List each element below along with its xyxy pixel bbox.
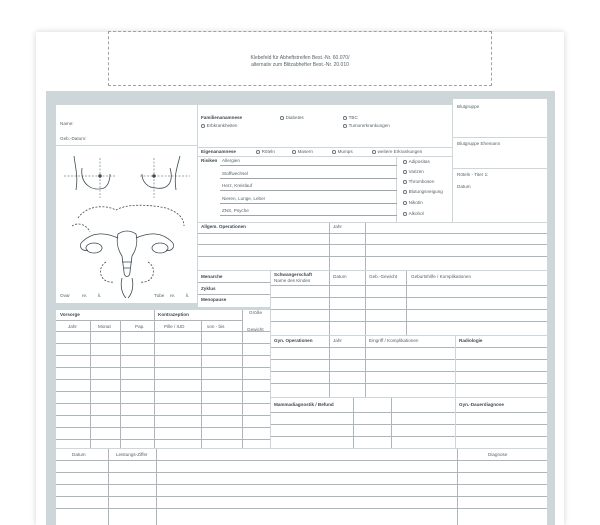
contraception-title: Kontrazeption xyxy=(158,312,189,317)
operations-title: Allgem. Operationen xyxy=(201,224,246,229)
label-line-1: Klebefeld für Abheftstreifen Best.-Nr. 60.070/ xyxy=(250,55,350,61)
gyn-operations-year: Jahr xyxy=(333,338,342,343)
billing-table[interactable] xyxy=(56,449,547,525)
menstrual-history-cell[interactable] xyxy=(198,271,270,307)
row-line xyxy=(56,472,547,473)
radiology-title: Radiologie xyxy=(459,338,483,343)
option-thrombosis-label: Thrombosen xyxy=(408,179,435,185)
row-line xyxy=(271,424,455,425)
pregnancy-child-name: Name des Kindes xyxy=(274,278,311,283)
row-line xyxy=(56,415,270,416)
radio-icon xyxy=(403,180,407,184)
husband-blood-group-cell[interactable] xyxy=(453,138,547,168)
long-term-diagnosis-title: Gyn.-Dauerdiagnose xyxy=(459,402,504,407)
family-history-cell xyxy=(198,105,452,147)
mammo-table[interactable] xyxy=(271,398,455,448)
col-divider xyxy=(353,398,354,448)
col-from-to: von - bis xyxy=(207,324,225,329)
label-line-2: alternativ zum Blitzabhefter Best.-Nr. 20.010 xyxy=(251,62,349,68)
rubella-titer-label: Röteln - Titer 1: xyxy=(457,172,489,177)
row-line xyxy=(456,359,547,360)
col-divider xyxy=(329,336,330,397)
option-nicotine-label: Nikotin xyxy=(408,200,423,206)
ovar-left-side-label: li. xyxy=(98,293,102,298)
row-line xyxy=(271,297,547,298)
tube-right-label: re. xyxy=(170,293,176,298)
weight-label: Gewicht xyxy=(247,327,264,332)
dob-cell[interactable] xyxy=(56,131,197,145)
pelvis-outline xyxy=(78,205,184,226)
family-history-title: Familienanamnese xyxy=(201,115,243,120)
radio-icon xyxy=(280,116,284,120)
option-rubella-label: Röteln xyxy=(261,149,275,155)
billing-date-header: Datum xyxy=(72,452,86,457)
col-divider xyxy=(391,398,392,448)
radio-icon xyxy=(403,201,407,205)
risk-line[interactable] xyxy=(220,165,398,166)
row-line xyxy=(271,371,455,372)
long-term-diagnosis-cell[interactable] xyxy=(456,398,547,448)
radio-icon xyxy=(332,150,336,154)
col-divider xyxy=(365,223,366,270)
radio-icon xyxy=(403,170,407,174)
col-divider xyxy=(120,320,121,448)
tube-left-side-label: li. xyxy=(186,293,190,298)
row-line xyxy=(56,379,270,380)
row-line xyxy=(271,436,455,437)
row-line xyxy=(198,244,547,245)
row-line xyxy=(271,383,455,384)
row-line xyxy=(456,436,547,437)
anatomy-diagram-cell xyxy=(56,146,197,303)
row-line xyxy=(271,412,455,413)
col-divider xyxy=(365,271,366,335)
blood-group-cell[interactable] xyxy=(453,99,547,137)
row-line xyxy=(456,412,547,413)
radio-icon xyxy=(403,160,407,164)
gyn-operations-complications: Eingriff / Komplikationen xyxy=(369,338,419,343)
col-divider xyxy=(329,271,330,335)
blood-group-label: Blutgruppe xyxy=(457,104,480,109)
col-pill-iud: Pille / IUD xyxy=(164,324,185,329)
col-divider xyxy=(242,310,243,448)
option-tumor-label: Tumorerkrankungen xyxy=(348,123,390,129)
option-tbc[interactable] xyxy=(343,116,358,121)
tube-label: Tube xyxy=(154,293,165,298)
row-line xyxy=(56,496,547,497)
col-divider xyxy=(90,320,91,448)
option-nicotine[interactable] xyxy=(403,201,423,206)
anatomy-diagram xyxy=(56,146,197,303)
gyn-operations-title: Gyn. Operationen xyxy=(274,338,313,343)
own-history-title: Eigenanamnese xyxy=(201,149,236,154)
breast-right xyxy=(142,168,171,188)
row-line xyxy=(56,331,270,332)
option-alcohol-label: Alkohol xyxy=(408,211,424,217)
option-adiposity[interactable] xyxy=(403,160,430,165)
option-bleeding[interactable] xyxy=(403,190,443,195)
option-hereditary[interactable] xyxy=(201,124,238,129)
row-line xyxy=(56,367,270,368)
risks-cell xyxy=(198,157,396,222)
row-line xyxy=(56,355,270,356)
row-line xyxy=(198,282,270,283)
mammo-title: Mammadiagnostik / Befund xyxy=(274,402,334,407)
row-line xyxy=(271,359,455,360)
option-diabetes[interactable] xyxy=(280,116,304,121)
dob-label: Geb.-Datum: xyxy=(60,136,87,141)
row-line xyxy=(271,309,547,310)
col-month: Monat xyxy=(98,324,111,329)
radio-icon xyxy=(343,116,347,120)
gyn-operations-table[interactable] xyxy=(271,336,455,397)
risk-line[interactable] xyxy=(220,203,398,204)
risk-heart: Herz, Kreislauf xyxy=(222,183,253,188)
rubella-date-label: Datum xyxy=(457,184,471,189)
option-rubella[interactable] xyxy=(256,150,275,155)
radio-icon xyxy=(403,190,407,194)
option-mumps[interactable] xyxy=(332,150,353,155)
husband-blood-group-label: Blutgruppe Ehemann xyxy=(457,141,501,146)
ovar-label: Ovar xyxy=(60,293,70,298)
height-label: Größe xyxy=(249,310,263,315)
row-line xyxy=(271,321,547,322)
row-line xyxy=(56,403,270,404)
row-line xyxy=(56,391,270,392)
row-line xyxy=(198,256,547,257)
col-divider xyxy=(406,271,407,335)
risk-cns: ZNS, Psyche xyxy=(222,208,249,213)
col-year: Jahr xyxy=(68,324,77,329)
option-diabetes-label: Diabetes xyxy=(285,115,304,121)
risk-metabolism: Stoffwechsel xyxy=(222,171,248,176)
ovary-left xyxy=(86,243,102,253)
row-line xyxy=(56,439,270,440)
pregnancy-complications: Geburtshilfe / Komplikationen xyxy=(411,274,472,279)
col-divider xyxy=(329,223,330,270)
rubella-titer-cell[interactable] xyxy=(453,169,547,222)
col-divider xyxy=(154,310,155,448)
option-mumps-label: Mumps xyxy=(337,149,353,155)
operations-cell[interactable] xyxy=(198,223,547,270)
checkup-table[interactable] xyxy=(56,310,270,448)
operations-year-label: Jahr xyxy=(333,224,342,229)
row-line xyxy=(56,460,547,461)
pregnancy-date: Datum xyxy=(333,274,347,279)
col-divider xyxy=(201,320,202,448)
option-varicose[interactable] xyxy=(403,170,424,175)
row-line xyxy=(271,285,547,286)
patient-record-form xyxy=(46,91,555,525)
ovar-right-label: re. xyxy=(82,293,88,298)
risks-checkbox-cell xyxy=(397,157,452,222)
checkup-title: Vorsorge xyxy=(60,312,80,317)
col-divider xyxy=(365,336,366,397)
row-line xyxy=(56,343,270,344)
option-further-label: weitere Erkrankungen xyxy=(377,149,423,155)
cycle-label: Zyklus xyxy=(201,286,216,291)
option-measles-label: Masern xyxy=(297,149,313,155)
row-line xyxy=(456,371,547,372)
col-pap: Pap. xyxy=(135,324,145,329)
row-line xyxy=(456,424,547,425)
radio-icon xyxy=(292,150,296,154)
option-measles[interactable] xyxy=(292,150,313,155)
billing-diagnosis-header: Diagnose xyxy=(488,452,508,457)
pregnancy-title: Schwangerschaft xyxy=(274,272,313,277)
row-line xyxy=(198,294,270,295)
row-line xyxy=(456,347,547,348)
row-line xyxy=(456,383,547,384)
row-line xyxy=(271,347,455,348)
risks-title: Risiken xyxy=(201,158,218,163)
radio-icon xyxy=(201,124,205,128)
option-adiposity-label: Adipositas xyxy=(408,159,430,165)
option-further-diseases[interactable] xyxy=(372,150,422,155)
risk-line[interactable] xyxy=(220,190,398,191)
radiology-cell[interactable] xyxy=(456,336,547,397)
radio-icon xyxy=(343,124,347,128)
name-label: Name: xyxy=(60,121,74,126)
option-alcohol[interactable] xyxy=(403,212,424,217)
own-history-cell xyxy=(198,148,452,156)
pregnancy-cell[interactable] xyxy=(271,271,547,335)
torso-left-outline xyxy=(74,156,77,190)
option-bleeding-label: Blutungsneigung xyxy=(408,189,443,195)
risk-line[interactable] xyxy=(220,178,398,179)
row-line xyxy=(56,484,547,485)
radio-icon xyxy=(256,150,260,154)
billing-code-header: Leistungs-Ziffer xyxy=(116,452,148,457)
pregnancy-birth-weight: Geb.-Gewicht xyxy=(369,274,398,279)
option-hereditary-label: Erbkrankheiten xyxy=(206,123,238,129)
ovary-right xyxy=(152,243,168,253)
radio-icon xyxy=(403,212,407,216)
risk-kidney: Nieren, Lunge, Leber xyxy=(222,196,266,201)
uterus xyxy=(117,231,137,277)
row-line xyxy=(56,427,270,428)
breast-left xyxy=(82,168,110,189)
risk-line[interactable] xyxy=(220,215,398,216)
menopause-label: Menopause xyxy=(201,297,227,302)
option-tumor[interactable] xyxy=(343,124,390,129)
option-thrombosis[interactable] xyxy=(403,180,434,185)
row-line xyxy=(56,320,242,321)
option-varicose-label: Varizen xyxy=(408,169,424,175)
risk-allergies: Allergien xyxy=(222,158,240,163)
torso-right-outline xyxy=(175,156,180,190)
row-line xyxy=(56,508,547,509)
menarche-label: Menarche xyxy=(201,274,223,279)
row-line xyxy=(198,233,547,234)
option-tbc-label: TBC xyxy=(348,115,358,121)
radio-icon xyxy=(372,150,376,154)
binding-strip-label-area xyxy=(108,31,492,86)
